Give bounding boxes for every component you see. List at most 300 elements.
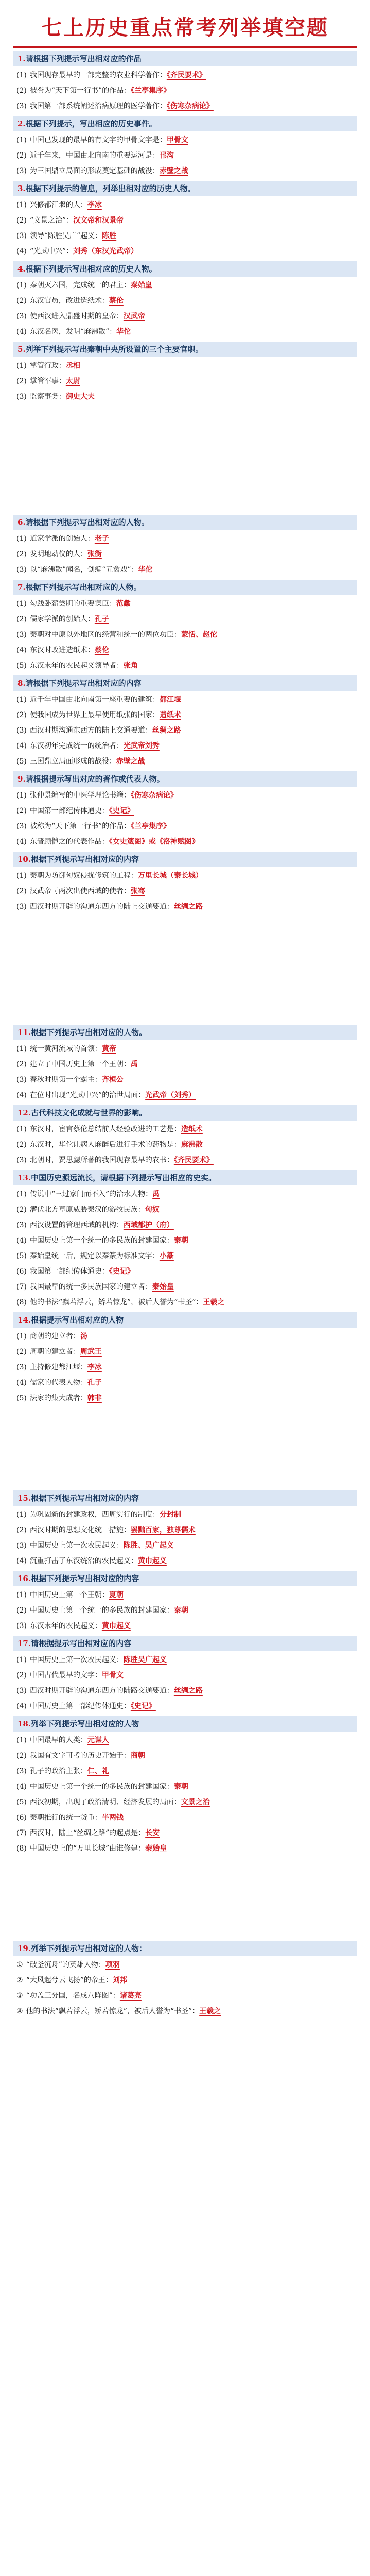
question-item xyxy=(13,899,357,914)
item-answer: 《伤寒杂病论》 xyxy=(130,791,178,800)
item-answer: 蔡伦 xyxy=(94,646,109,654)
question-item xyxy=(13,2004,357,2019)
item-answer: 分封制 xyxy=(159,1511,181,1519)
item-answer: 长安 xyxy=(145,1829,160,1837)
section-heading-text: 根据下列提示的信息，列举出相对应的历史人物。 xyxy=(25,184,196,193)
item-answer: 黄帝 xyxy=(101,1045,116,1053)
item-number: (2) xyxy=(16,807,27,815)
item-answer: 蔡伦 xyxy=(109,297,124,305)
item-number: (1) xyxy=(16,1125,27,1133)
question-item xyxy=(13,67,357,83)
item-answer: 蒙恬、赵佗 xyxy=(181,631,217,639)
item-question: 西汉时期的思想文化统一措施： xyxy=(29,1526,131,1534)
item-question: 主持修建都江堰： xyxy=(29,1363,87,1371)
item-number: (2) xyxy=(16,297,27,305)
item-number: (2) xyxy=(16,87,27,95)
section-number: 4. xyxy=(17,264,26,274)
item-number: (2) xyxy=(16,1671,27,1680)
item-question: 在位时出现“光武中兴”的治世局面： xyxy=(29,1091,146,1099)
item-answer: 张衡 xyxy=(87,550,102,558)
item-number: (1) xyxy=(16,136,27,144)
item-question: 西汉时期开辟的沟通东西方的陆上交通要道： xyxy=(29,903,174,911)
item-number: (3) xyxy=(16,1076,27,1084)
item-answer: 丝绸之路 xyxy=(173,1687,203,1695)
item-number: (4) xyxy=(16,1557,27,1565)
item-answer: 半两钱 xyxy=(101,1814,124,1822)
question-section xyxy=(13,1571,357,1634)
section-heading xyxy=(13,1490,357,1506)
question-item xyxy=(13,98,357,114)
item-question: 中国历史上第一部纪传体通史： xyxy=(29,1702,131,1710)
item-number: (3) xyxy=(16,1221,27,1229)
item-number: (1) xyxy=(16,600,27,608)
item-answer: 《史记》 xyxy=(109,807,134,815)
item-answer: 陈胜 xyxy=(102,232,117,240)
item-question: 中国第一部纪传体通史： xyxy=(29,807,109,815)
item-number: (5) xyxy=(16,1394,27,1402)
question-item xyxy=(13,884,357,899)
item-question: 近千年来，中国由北向南的重要运河是： xyxy=(29,151,160,160)
question-item xyxy=(13,1825,357,1841)
question-item xyxy=(13,547,357,562)
question-item xyxy=(13,358,357,374)
item-answer: 张骞 xyxy=(130,887,145,895)
section-number: 2. xyxy=(17,119,26,128)
item-answer: 汉武帝 xyxy=(123,312,145,320)
section-heading xyxy=(13,1170,357,1185)
item-question: 孔子的政治主张： xyxy=(29,1767,87,1775)
section-heading xyxy=(13,515,357,530)
item-answer: 秦朝 xyxy=(173,1606,188,1615)
blank-gap xyxy=(13,1406,357,1488)
content-body xyxy=(13,51,357,2576)
question-section xyxy=(13,116,357,179)
question-item xyxy=(13,1522,357,1538)
question-item xyxy=(13,1810,357,1825)
item-answer: 罢黜百家，独尊儒术 xyxy=(130,1526,196,1534)
item-number: (2) xyxy=(16,887,27,895)
section-heading-text: 列举下列提示写出相对应的人物： xyxy=(31,1944,147,1953)
item-question: 商朝的建立者： xyxy=(29,1332,80,1341)
item-answer: 商朝 xyxy=(130,1752,145,1760)
item-question: 为巩固新的封建政权，西周实行的制度： xyxy=(29,1511,160,1519)
question-item xyxy=(13,1748,357,1764)
item-number: (3) xyxy=(16,1541,27,1550)
question-item xyxy=(13,1973,357,1988)
page-title: 七上历史重点常考列举填空题 xyxy=(13,11,357,48)
item-number: (4) xyxy=(16,838,27,846)
question-item xyxy=(13,213,357,228)
item-number: (1) xyxy=(16,872,27,880)
item-number: (2) xyxy=(16,1141,27,1149)
question-section xyxy=(13,51,357,114)
section-heading-text: 请根据下列提示写出相对应的作品 xyxy=(25,54,142,63)
section-number: 8. xyxy=(17,679,26,688)
item-question: 东汉时，宦官蔡伦总结前人经验改进的工艺是： xyxy=(29,1125,181,1133)
question-item xyxy=(13,1153,357,1168)
item-number: (2) xyxy=(16,711,27,719)
question-item xyxy=(13,692,357,707)
question-item xyxy=(13,278,357,293)
section-number: 3. xyxy=(17,184,26,193)
item-question: 中国历史上第一个统一的多民族的封建国家： xyxy=(29,1783,174,1791)
item-answer: 西域都护（府） xyxy=(123,1221,174,1229)
item-question: 西汉初期，出现了政治清明、经济发展的局面： xyxy=(29,1798,181,1806)
item-number: (3) xyxy=(16,566,27,574)
item-number: (2) xyxy=(16,550,27,558)
item-question: 掌管军事： xyxy=(29,377,66,385)
section-heading-text: 根据下列提示写出相对应的内容 xyxy=(31,1494,139,1503)
item-answer: 韩非 xyxy=(87,1394,102,1402)
item-answer: 李冰 xyxy=(87,201,102,209)
blank-gap xyxy=(13,914,357,1023)
item-number: (5) xyxy=(16,662,27,670)
item-answer: 张角 xyxy=(123,662,138,670)
item-number: (1) xyxy=(16,281,27,290)
item-answer: 《女史箴图》或《洛神赋图》 xyxy=(109,838,199,846)
section-heading xyxy=(13,1636,357,1651)
item-number: (6) xyxy=(16,1267,27,1276)
item-number: (2) xyxy=(16,1060,27,1069)
question-item xyxy=(13,244,357,259)
question-item xyxy=(13,531,357,547)
question-item xyxy=(13,788,357,803)
item-number: (4) xyxy=(16,1379,27,1387)
item-answer: 赤壁之战 xyxy=(116,757,145,766)
item-number: (1) xyxy=(16,1511,27,1519)
question-item xyxy=(13,1187,357,1202)
item-answer: 范蠡 xyxy=(116,600,131,608)
item-question: 周朝的建立者： xyxy=(29,1348,80,1356)
question-section xyxy=(13,1025,357,1103)
question-item xyxy=(13,562,357,578)
item-number: (5) xyxy=(16,757,27,766)
item-question: 秦朝推行的统一货币： xyxy=(29,1814,102,1822)
item-number: (2) xyxy=(16,1206,27,1214)
item-question: 北朝时，贾思勰所著的我国现存最早的农书： xyxy=(29,1156,174,1164)
item-answer: 《伤寒杂病论》 xyxy=(166,102,214,110)
section-number: 5. xyxy=(17,345,26,354)
section-number: 11. xyxy=(17,1028,31,1037)
item-answer: 文景之治 xyxy=(181,1798,210,1806)
section-heading-text: 列举下列提示写出相对应的人物 xyxy=(31,1719,139,1728)
item-number: ④ xyxy=(16,2007,23,2015)
item-number: (1) xyxy=(16,696,27,704)
item-number: (1) xyxy=(16,535,27,543)
item-question: 勾践卧薪尝胆的重要谋臣： xyxy=(29,600,116,608)
item-question: 东汉初年完成统一的统治者： xyxy=(29,742,124,750)
question-item xyxy=(13,803,357,819)
item-question: 西汉设置的管理西域的机构： xyxy=(29,1221,124,1229)
question-section xyxy=(13,1490,357,1569)
question-section xyxy=(13,515,357,578)
question-section xyxy=(13,181,357,259)
item-question: 被誉为“天下第一行书”的作品： xyxy=(29,87,131,95)
item-number: (2) xyxy=(16,216,27,225)
question-item xyxy=(13,132,357,148)
item-answer: 丞相 xyxy=(65,362,80,370)
item-answer: 赤壁之战 xyxy=(159,167,188,175)
item-answer: 御史大夫 xyxy=(65,393,95,401)
question-section xyxy=(13,771,357,850)
question-item xyxy=(13,868,357,884)
item-answer: 老子 xyxy=(94,535,109,543)
section-number: 7. xyxy=(17,583,26,592)
blank-gap xyxy=(13,1856,357,1939)
item-question: “功盖三分国，名成八阵图”： xyxy=(26,1992,120,2000)
item-number: (4) xyxy=(16,742,27,750)
section-number: 10. xyxy=(17,855,31,864)
section-heading xyxy=(13,51,357,66)
question-item xyxy=(13,707,357,723)
item-question: 道家学派的创始人： xyxy=(29,535,95,543)
section-heading-text: 请根据提示写出相对应的内容 xyxy=(31,1639,132,1648)
item-answer: 禹 xyxy=(152,1190,160,1198)
item-question: 东汉末年的农民起义领导者： xyxy=(29,662,124,670)
item-number: (3) xyxy=(16,726,27,735)
item-answer: 秦朝 xyxy=(173,1236,188,1245)
question-item xyxy=(13,723,357,738)
item-question: 儒家学派的创始人： xyxy=(29,615,95,623)
item-answer: 麻沸散 xyxy=(181,1141,203,1149)
item-number: (1) xyxy=(16,362,27,370)
section-heading-text: 根据下列提示写出相对应的人物。 xyxy=(25,583,142,592)
question-section xyxy=(13,1636,357,1714)
question-item xyxy=(13,1507,357,1522)
item-answer: 造纸术 xyxy=(159,711,181,719)
item-number: (4) xyxy=(16,1702,27,1710)
item-answer: 光武帝刘秀 xyxy=(123,742,160,750)
item-question: 儒家的代表人物： xyxy=(29,1379,87,1387)
item-question: 三国鼎立局面形成的战役： xyxy=(29,757,116,766)
section-heading xyxy=(13,852,357,867)
section-heading-text: 根据下列提示写出相对应的历史人物。 xyxy=(25,264,157,274)
question-item xyxy=(13,1779,357,1794)
item-question: 领导“陈胜吴广”起义： xyxy=(29,232,102,240)
item-number: (3) xyxy=(16,167,27,175)
question-item xyxy=(13,228,357,244)
section-heading xyxy=(13,1941,357,1956)
item-answer: 秦始皇 xyxy=(145,1844,167,1853)
item-answer: 汤 xyxy=(80,1332,87,1341)
item-answer: 造纸术 xyxy=(181,1125,203,1133)
item-question: 传说中“三过家门而不入”的治水人物： xyxy=(29,1190,153,1198)
item-question: 东汉官员，改进造纸术： xyxy=(29,297,109,305)
item-answer: 《史记》 xyxy=(109,1267,134,1276)
section-number: 15. xyxy=(17,1494,31,1503)
question-item xyxy=(13,1683,357,1699)
question-item xyxy=(13,374,357,389)
item-question: 西汉时期开辟的沟通东西方的陆路交通要道： xyxy=(29,1687,174,1695)
item-answer: 秦始皇 xyxy=(152,1283,174,1291)
question-section xyxy=(13,580,357,673)
item-number: ① xyxy=(16,1961,23,1969)
item-number: (1) xyxy=(16,791,27,800)
item-answer: 刘秀（东汉光武帝） xyxy=(73,247,138,256)
item-question: “破釜沉舟”的英雄人物： xyxy=(26,1961,105,1969)
item-number: (2) xyxy=(16,615,27,623)
question-item xyxy=(13,658,357,673)
item-question: 秦始皇统一后，规定以秦篆为标准文字： xyxy=(29,1252,160,1260)
item-number: (3) xyxy=(16,1156,27,1164)
section-heading xyxy=(13,181,357,196)
section-number: 16. xyxy=(17,1574,31,1583)
item-question: 我国第一部纪传体通史： xyxy=(29,1267,109,1276)
question-section xyxy=(13,342,357,404)
question-item xyxy=(13,1603,357,1618)
item-number: (1) xyxy=(16,71,27,79)
question-item xyxy=(13,1217,357,1233)
question-item xyxy=(13,1794,357,1810)
item-answer: 秦朝 xyxy=(173,1783,188,1791)
item-number: (2) xyxy=(16,1348,27,1356)
question-item xyxy=(13,1733,357,1748)
item-answer: 李冰 xyxy=(87,1363,102,1371)
section-heading-text: 请根据下列提示写出相对应的人物。 xyxy=(25,518,149,527)
item-number: (4) xyxy=(16,1236,27,1245)
blank-gap xyxy=(13,404,357,513)
item-question: 沉重打击了东汉统治的农民起义： xyxy=(29,1557,138,1565)
section-heading xyxy=(13,342,357,357)
item-question: 使西汉进入鼎盛时期的皇帝： xyxy=(29,312,124,320)
question-item xyxy=(13,389,357,404)
item-question: 中国最早的人类： xyxy=(29,1736,87,1744)
question-item xyxy=(13,1618,357,1634)
question-item xyxy=(13,197,357,213)
question-section xyxy=(13,675,357,769)
question-item xyxy=(13,627,357,642)
item-number: (1) xyxy=(16,1332,27,1341)
item-answer: 汉文帝和汉景帝 xyxy=(73,216,124,225)
item-answer: 王羲之 xyxy=(199,2007,221,2015)
item-question: 秦朝灭六国，完成统一的君主： xyxy=(29,281,131,290)
item-answer: 《史记》 xyxy=(130,1702,156,1710)
item-answer: 丝绸之路 xyxy=(173,903,203,911)
section-number: 13. xyxy=(17,1173,31,1182)
item-answer: 元谋人 xyxy=(87,1736,109,1744)
section-number: 17. xyxy=(17,1639,31,1648)
item-answer: 王羲之 xyxy=(203,1298,225,1307)
question-item xyxy=(13,1088,357,1103)
item-question: 为三国鼎立局面的形成奠定基础的战役： xyxy=(29,167,160,175)
item-number: (8) xyxy=(16,1844,27,1853)
item-number: (3) xyxy=(16,822,27,831)
item-question: 建立了中国历史上第一个王朝： xyxy=(29,1060,131,1069)
question-item xyxy=(13,1652,357,1668)
item-question: 秦朝对中原以外地区的经营和统一的两位功臣： xyxy=(29,631,181,639)
question-item xyxy=(13,148,357,163)
item-question: 中国历史上第一个王朝： xyxy=(29,1591,109,1599)
item-question: 法家的集大成者： xyxy=(29,1394,87,1402)
question-item xyxy=(13,1957,357,1973)
item-number: (4) xyxy=(16,1091,27,1099)
item-question: “大风起兮云飞扬”的帝王： xyxy=(26,1976,113,1985)
item-number: (4) xyxy=(16,328,27,336)
item-answer: 邗沟 xyxy=(159,151,174,160)
question-item xyxy=(13,1553,357,1569)
item-question: 春秋时期第一个霸主： xyxy=(29,1076,102,1084)
question-section xyxy=(13,261,357,340)
item-number: (3) xyxy=(16,312,27,320)
question-item xyxy=(13,596,357,612)
item-question: “文景之治”： xyxy=(29,216,74,225)
question-section xyxy=(13,852,357,914)
section-heading xyxy=(13,1716,357,1732)
item-number: (3) xyxy=(16,1767,27,1775)
question-item xyxy=(13,1699,357,1714)
item-question: 近千年中国由北向南第一座重要的建筑： xyxy=(29,696,160,704)
question-item xyxy=(13,1295,357,1310)
section-heading-text: 列举下列提示写出秦朝中央所设置的三个主要官职。 xyxy=(25,345,203,354)
item-number: (3) xyxy=(16,232,27,240)
section-heading-text: 根据提示写出相对应的人物 xyxy=(31,1315,124,1325)
question-item xyxy=(13,309,357,324)
item-number: (3) xyxy=(16,1687,27,1695)
item-number: (1) xyxy=(16,1190,27,1198)
item-answer: 万里长城（秦长城） xyxy=(137,872,203,880)
item-answer: 黄巾起义 xyxy=(101,1622,131,1630)
section-heading xyxy=(13,1025,357,1040)
item-number: (2) xyxy=(16,1752,27,1760)
item-number: (1) xyxy=(16,201,27,209)
question-item xyxy=(13,324,357,340)
item-question: 中国历史上第一次农民起义： xyxy=(29,1656,124,1664)
item-question: 他的书法“飘若浮云，矫若惊龙”，被后人誉为“书圣”： xyxy=(26,2007,200,2015)
item-answer: 孔子 xyxy=(87,1379,102,1387)
question-item xyxy=(13,1233,357,1248)
question-item xyxy=(13,1137,357,1153)
question-item xyxy=(13,754,357,769)
question-item xyxy=(13,1988,357,2004)
item-number: ② xyxy=(16,1976,23,1985)
item-question: 东汉时，华佗让病人麻醉后进行手术的药物是： xyxy=(29,1141,181,1149)
item-answer: 匈奴 xyxy=(145,1206,160,1214)
section-heading-text: 请根据提示写出对应的著作或代表人物。 xyxy=(25,774,165,784)
item-question: 中国历史上第一次农民起义： xyxy=(29,1541,124,1550)
question-item xyxy=(13,1360,357,1375)
item-answer: 甲骨文 xyxy=(166,136,188,144)
item-question: 东汉时改进造纸术： xyxy=(29,646,95,654)
item-question: 发明地动仪的人： xyxy=(29,550,87,558)
item-question: 被称为“天下第一行书”的作品： xyxy=(29,822,131,831)
item-number: (2) xyxy=(16,151,27,160)
question-item xyxy=(13,642,357,658)
item-question: 我国最早的统一多民族国家的建立者： xyxy=(29,1283,152,1291)
item-answer: 陈胜、吴广起义 xyxy=(123,1541,174,1550)
question-item xyxy=(13,834,357,850)
item-question: 中国历史上的“万里长城”由谁修建： xyxy=(29,1844,146,1853)
item-number: (6) xyxy=(16,1814,27,1822)
section-heading xyxy=(13,580,357,595)
question-item xyxy=(13,1344,357,1360)
question-item xyxy=(13,612,357,627)
item-question: 潜伏北方草原威胁秦汉的游牧民族： xyxy=(29,1206,145,1214)
question-item xyxy=(13,1841,357,1856)
item-question: 兴修都江堰的人： xyxy=(29,201,87,209)
question-item xyxy=(13,1764,357,1779)
section-number: 6. xyxy=(17,518,26,527)
question-item xyxy=(13,1668,357,1683)
item-number: (1) xyxy=(16,1736,27,1744)
section-heading-text: 根据下列提示，写出相应的历史事件。 xyxy=(25,119,157,128)
section-heading xyxy=(13,1105,357,1121)
item-answer: 孔子 xyxy=(94,615,109,623)
item-answer: 《齐民要术》 xyxy=(173,1156,214,1164)
item-number: (5) xyxy=(16,1798,27,1806)
question-item xyxy=(13,738,357,754)
section-heading xyxy=(13,675,357,691)
item-answer: 夏朝 xyxy=(109,1591,124,1599)
